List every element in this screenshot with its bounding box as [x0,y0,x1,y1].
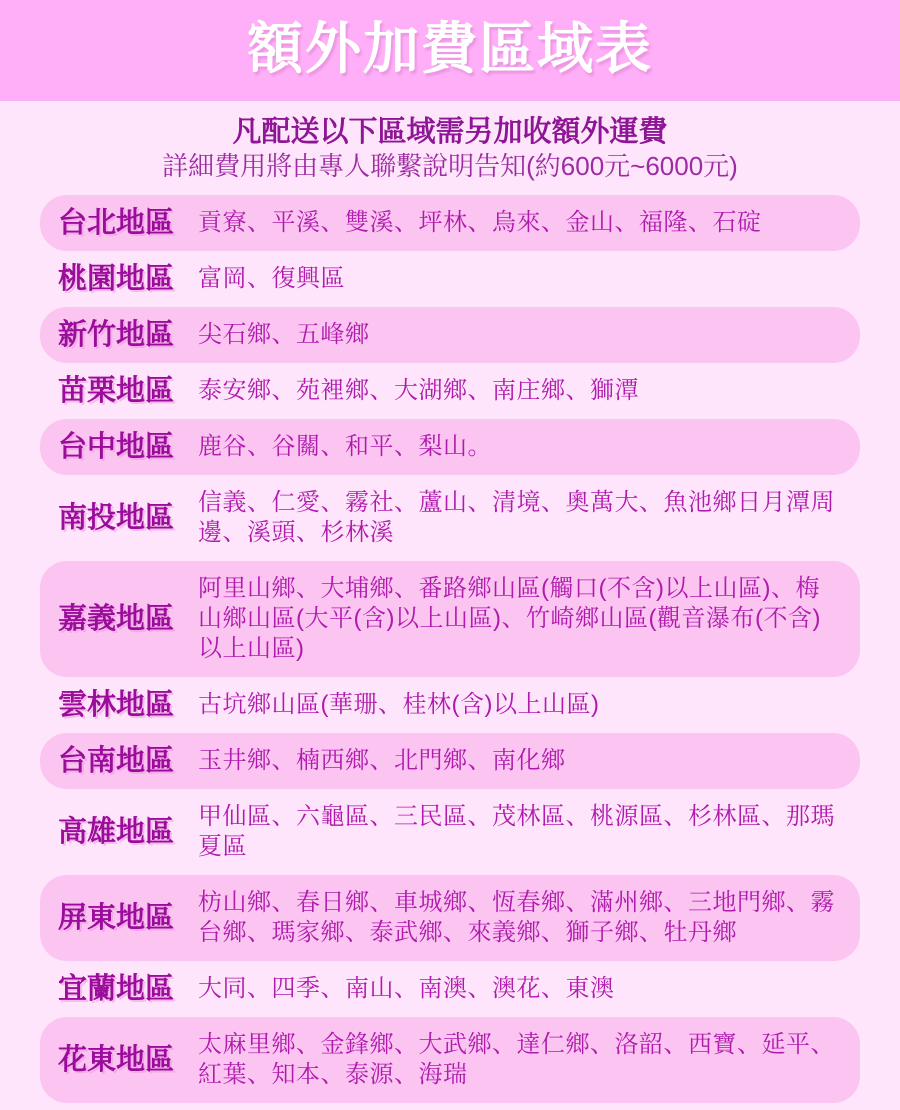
region-label: 新竹地區 [58,319,175,351]
region-areas: 尖石鄉、五峰鄉 [198,321,370,348]
region-areas: 古坑鄉山區(華珊、桂林(含)以上山區) [198,691,600,718]
region-rows [0,195,900,1103]
page-title: 額外加費區域表 [247,16,653,80]
region-label: 屏東地區 [58,902,175,934]
region-areas: 鹿谷、谷關、和平、梨山。 [198,433,492,460]
region-label: 南投地區 [58,502,175,534]
region-areas: 貢寮、平溪、雙溪、坪林、烏來、金山、福隆、石碇 [198,209,762,236]
region-areas: 富岡、復興區 [198,265,345,292]
region-row [40,875,860,961]
intro-note-text: 詳細費用將由專人聯繫說明告知(約600元~6000元) [162,151,738,181]
header-band [0,0,900,101]
region-label: 嘉義地區 [58,603,175,635]
region-areas: 信義、仁愛、霧社、蘆山、清境、奧萬大、魚池鄉日月潭周邊、溪頭、杉林溪 [198,489,835,546]
region-areas: 阿里山鄉、大埔鄉、番路鄉山區(觸口(不含)以上山區)、梅山鄉山區(大平(含)以上山區)、竹崎鄉山區(觀音瀑布(不含)以上山區) [198,575,821,662]
region-label: 台中地區 [58,431,175,463]
region-row [40,1017,860,1103]
region-row [40,363,860,419]
region-row [40,561,860,677]
region-row [40,677,860,733]
region-row [40,307,860,363]
region-areas: 泰安鄉、苑裡鄉、大湖鄉、南庄鄉、獅潭 [198,377,639,404]
region-label: 台北地區 [58,207,175,239]
region-row [40,789,860,875]
region-label: 高雄地區 [58,816,175,848]
intro-main-text: 凡配送以下區域需另加收額外運費 [232,116,668,148]
region-areas: 枋山鄉、春日鄉、車城鄉、恆春鄉、滿州鄉、三地門鄉、霧台鄉、瑪家鄉、泰武鄉、來義鄉、獅子鄉、牡丹鄉 [198,889,835,946]
region-label: 雲林地區 [58,689,175,721]
region-label: 苗栗地區 [58,375,175,407]
region-label: 台南地區 [58,745,175,777]
region-row [40,251,860,307]
region-row [40,195,860,251]
region-label: 花東地區 [58,1044,175,1076]
region-row [40,733,860,789]
intro-section [0,101,900,195]
region-label: 桃園地區 [58,263,175,295]
region-areas: 大同、四季、南山、南澳、澳花、東澳 [198,975,615,1002]
region-row [40,419,860,475]
region-areas: 玉井鄉、楠西鄉、北門鄉、南化鄉 [198,747,566,774]
region-label: 宜蘭地區 [58,973,175,1005]
region-row [40,961,860,1017]
region-areas: 甲仙區、六龜區、三民區、茂林區、桃源區、杉林區、那瑪夏區 [198,803,835,860]
region-row [40,475,860,561]
region-areas: 太麻里鄉、金鋒鄉、大武鄉、達仁鄉、洛韶、西寶、延平、紅葉、知本、泰源、海瑞 [198,1031,835,1088]
